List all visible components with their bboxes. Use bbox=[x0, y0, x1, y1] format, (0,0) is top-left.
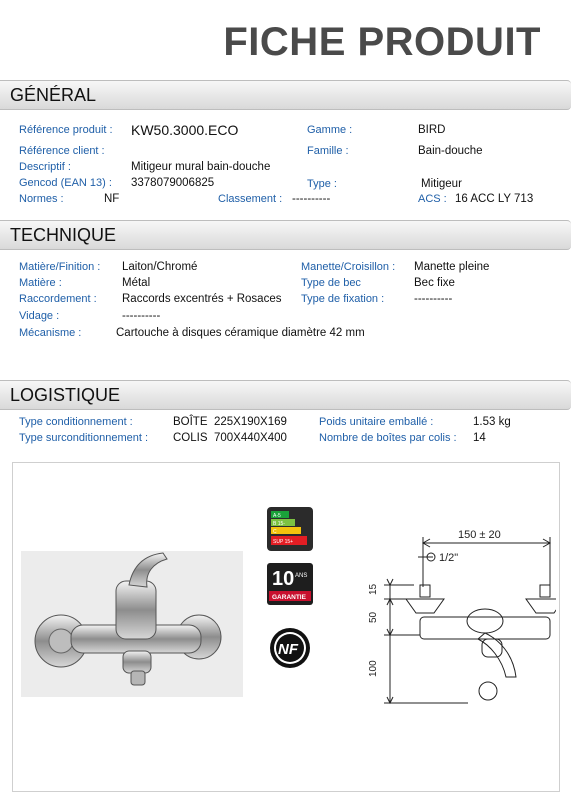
section-logistique-header bbox=[0, 380, 571, 410]
nombre-boites-label: Nombre de boîtes par colis : bbox=[319, 432, 457, 444]
drawing-thread-dim: 1/2" bbox=[439, 552, 459, 564]
energy-line-2: B 15- bbox=[273, 521, 285, 527]
vidage-label: Vidage : bbox=[19, 310, 60, 322]
acs-label: ACS : bbox=[418, 193, 447, 205]
raccordement-label: Raccordement : bbox=[19, 293, 97, 305]
type-value: Mitigeur bbox=[421, 178, 462, 190]
product-image-panel bbox=[12, 462, 560, 792]
matiere-finition-value: Laiton/Chromé bbox=[122, 261, 198, 273]
type-surconditionnement-kind: COLIS bbox=[173, 432, 208, 444]
technical-drawing bbox=[338, 525, 556, 730]
poids-label: Poids unitaire emballé : bbox=[319, 416, 434, 428]
energy-class-badge bbox=[267, 507, 313, 556]
mecanisme-value: Cartouche à disques céramique diamètre 42 mm bbox=[116, 327, 365, 339]
energy-line-3: C bbox=[273, 529, 277, 535]
nombre-boites-value: 14 bbox=[473, 432, 486, 444]
type-fixation-value: ---------- bbox=[414, 293, 453, 305]
faucet-photo-icon bbox=[21, 551, 243, 697]
gencod-label: Gencod (EAN 13) : bbox=[19, 177, 112, 189]
guarantee-badge bbox=[267, 563, 313, 610]
famille-value: Bain-douche bbox=[418, 145, 483, 157]
section-general-header bbox=[0, 80, 571, 110]
type-bec-value: Bec fixe bbox=[414, 277, 455, 289]
nf-logo bbox=[269, 627, 311, 674]
guarantee-word: GARANTIE bbox=[272, 594, 306, 601]
section-technique-title: TECHNIQUE bbox=[10, 225, 117, 245]
manette-label: Manette/Croisillon : bbox=[301, 261, 396, 273]
gamme-label: Gamme : bbox=[307, 124, 353, 136]
section-logistique-title: LOGISTIQUE bbox=[10, 385, 121, 405]
poids-value: 1.53 kg bbox=[473, 416, 511, 428]
type-conditionnement-label: Type conditionnement : bbox=[19, 416, 133, 428]
type-conditionnement-kind: BOÎTE bbox=[173, 416, 208, 428]
type-fixation-label: Type de fixation : bbox=[301, 293, 385, 305]
mecanisme-label: Mécanisme : bbox=[19, 327, 82, 339]
nf-text: NF bbox=[278, 641, 298, 658]
famille-label: Famille : bbox=[307, 145, 349, 157]
reference-produit-label: Référence produit : bbox=[19, 124, 113, 136]
drawing-width-dim: 150 ± 20 bbox=[458, 529, 501, 541]
reference-produit-value: KW50.3000.ECO bbox=[131, 122, 239, 138]
type-surconditionnement-dims: 700X440X400 bbox=[214, 432, 287, 444]
vidage-value: ---------- bbox=[122, 310, 161, 322]
gamme-value: BIRD bbox=[418, 124, 446, 136]
gencod-value: 3378079006825 bbox=[131, 177, 215, 189]
classement-value: ---------- bbox=[292, 193, 331, 205]
type-label: Type : bbox=[307, 178, 337, 190]
classement-label: Classement : bbox=[218, 193, 283, 205]
type-surconditionnement-label: Type surconditionnement : bbox=[19, 432, 149, 444]
energy-line-1: A-5 bbox=[273, 513, 281, 519]
drawing-dim-100: 100 bbox=[368, 660, 379, 677]
type-conditionnement-dims: 225X190X169 bbox=[214, 416, 287, 428]
section-technique-header bbox=[0, 220, 571, 250]
guarantee-unit: ANS bbox=[295, 573, 308, 579]
type-bec-label: Type de bec bbox=[301, 277, 361, 289]
descriptif-label: Descriptif : bbox=[19, 161, 71, 173]
raccordement-value: Raccords excentrés + Rosaces bbox=[122, 293, 282, 305]
matiere-value: Métal bbox=[122, 277, 151, 289]
descriptif-value: Mitigeur mural bain-douche bbox=[131, 161, 271, 173]
page-title: FICHE PRODUIT bbox=[223, 20, 541, 64]
product-photo bbox=[21, 551, 243, 697]
reference-client-label: Référence client : bbox=[19, 145, 105, 157]
normes-value: NF bbox=[104, 193, 120, 205]
section-general-title: GÉNÉRAL bbox=[10, 85, 97, 105]
matiere-finition-label: Matière/Finition : bbox=[19, 261, 101, 273]
guarantee-number: 10 bbox=[272, 568, 295, 590]
normes-label: Normes : bbox=[19, 193, 64, 205]
drawing-dim-15: 15 bbox=[368, 583, 379, 595]
matiere-label: Matière : bbox=[19, 277, 62, 289]
drawing-dim-50: 50 bbox=[368, 611, 379, 623]
manette-value: Manette pleine bbox=[414, 261, 490, 273]
acs-value: 16 ACC LY 713 bbox=[455, 193, 534, 205]
energy-line-4: SUP 15+ bbox=[273, 539, 294, 545]
